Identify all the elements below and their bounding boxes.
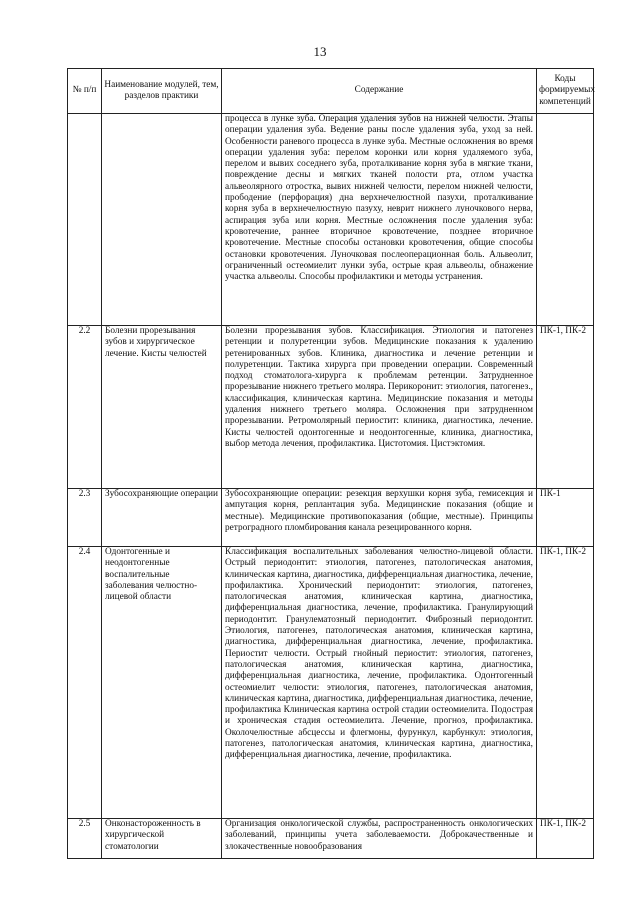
row-module: Онконастороженность в хирургической стоматологии <box>102 819 222 859</box>
table-row <box>68 819 594 859</box>
header-module: Наименование модулей, тем, разделов практики <box>102 69 222 114</box>
header-content: Содержание <box>222 69 537 114</box>
row-codes: ПК-1, ПК-2 <box>537 819 594 859</box>
table-row <box>68 489 594 547</box>
row-number <box>68 114 102 326</box>
row-module: Одонтогенные и неодонтогенные воспалительные заболевания челюстно-лицевой области <box>102 547 222 819</box>
row-module: Болезни прорезывания зубов и хирургическое лечение. Кисты челюстей <box>102 326 222 489</box>
page-number: 13 <box>313 44 327 59</box>
table-row <box>68 326 594 489</box>
curriculum-table <box>67 68 594 859</box>
row-number: 2.2 <box>68 326 102 489</box>
row-codes: ПК-1, ПК-2 <box>537 326 594 489</box>
row-content: Зубосохраняющие операции: резекция верхушки корня зуба, гемисекция и ампутация корня, реплантация зуба. Медицинские показания (общие и местные). Медицинские противопоказания (общие, местные). Принципы ретроградного пломбирования канала резецированного корня. <box>222 489 537 547</box>
row-content: Болезни прорезывания зубов. Классификация. Этиология и патогенез ретенции и полуретенции зубов. Медицинские показания к удалению ретенированных зубов. Клиника, диагностика и лечение ретенции и полуретенции. Тактика хирурга при проведении операции. Современный подход стоматолога-хирурга к проблемам ретенции. Затрудненное прорезывание нижнего третьего моляра. Перикоронит: этиология, патогенез., классификация, клиническая картина. Медицинские показания и методы удаления нижнего третьего моляра. Осложнения при затрудненном прорезывании. Ретромолярный периостит: клиника, диагностика, лечение. Кисты челюстей одонтогенные и неодонтогенные, клиника, диагностика, выбор метода лечения, профилактика. Цистотомия. Цистэктомия. <box>222 326 537 489</box>
row-content: процесса в лунке зуба. Операция удаления зубов на нижней челюсти. Этапы операции удаления зуба. Ведение раны после удаления зуба, уход за ней. Особенности раневого процесса в лунке зуба. Местные осложнения во время операции удаления зуба: перелом коронки или корня удаляемого зуба, перелом и вывих соседнего зуба, проталкивание корня зуба в мягкие ткани, повреждение десны и мягких тканей полости рта, отлом участка альвеолярного отростка, вывих нижней челюсти, перелом нижней челюсти, прободение (перфорация) дна верхнечелюстной пазухи, проталкивание корня зуба в верхнечелюстную пазуху, неврит нижнего луночкового нерва, аспирация зуба или корня. Местные осложнения после удаления зуба: кровотечение, раннее вторичное кровотечение, позднее вторичное кровотечение. Местные способы остановки кровотечения, общие способы остановки кровотечения. Луночковая послеоперационная боль. Альвеолит, ограниченный остеомиелит лунки зуба, острые края альвеолы, обнажение участка альвеолы. Способы профилактики и методы устранения. <box>222 114 537 326</box>
row-content: Классификация воспалительных заболевания челюстно-лицевой области. Острый периодонтит: этиология, патогенез, патологическая анатомия, клиническая картина, диагностика, дифференциальная диагностика, лечение, профилактика. Хронический периодонтит: этиология, патогенез, патологическая анатомия, клиническая картина, диагностика, дифференциальная диагностика, лечение, профилактика. Гранулирующий периодонтит. Гранулематозный периодонтит. Фиброзный периодонтит. Этиология, патогенез, патологическая анатомия, клиническая картина, диагностика, дифференциальная диагностика, лечение, профилактика. Периостит челюсти. Острый гнойный периостит: этиология, патогенез, патологическая анатомия, клиническая картина, диагностика, дифференциальная диагностика, лечение, профилактика. Одонтогенный остеомиелит челюсти: этиология, патогенез, патологическая анатомия, клиническая картина, диагностика, дифференциальная диагностика, лечение, профилактика Клиническая картина острой стадии остеомиелита. Подострая и хроническая стадия остеомиелита. Лечение, прогноз, профилактика. Околочелюстные абсцессы и флегмоны, фурункул, карбункул: этиология, патогенез, патологическая анатомия, клиническая картина, диагностика, дифференциальная диагностика, лечение, профилактика. <box>222 547 537 819</box>
row-codes: ПК-1, ПК-2 <box>537 547 594 819</box>
row-codes <box>537 114 594 326</box>
row-number: 2.5 <box>68 819 102 859</box>
row-module <box>102 114 222 326</box>
header-codes: Коды формируемых компетенций <box>537 69 594 114</box>
table-header-row <box>68 69 594 114</box>
table-row <box>68 547 594 819</box>
row-number: 2.4 <box>68 547 102 819</box>
header-number: № п/п <box>68 69 102 114</box>
row-module: Зубосохраняющие операции <box>102 489 222 547</box>
row-content: Организация онкологической службы, распространенность онкологических заболеваний, принципы учета заболеваемости. Доброкачественные и злокачественные новообразования <box>222 819 537 859</box>
table-row <box>68 114 594 326</box>
row-number: 2.3 <box>68 489 102 547</box>
row-codes: ПК-1 <box>537 489 594 547</box>
